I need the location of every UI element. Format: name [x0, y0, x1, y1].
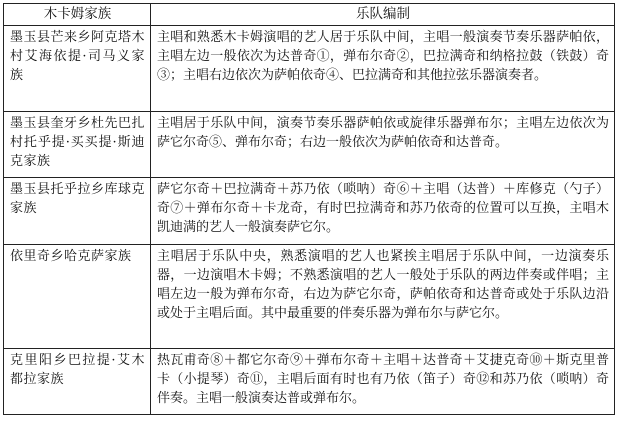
arrangement-cell: 主唱居于乐队中间，演奏节奏乐器萨帕依或旋律乐器弹布尔；主唱左边依次为萨它尔奇⑤、弹布尔奇；右边一般依次为萨帕依奇和达普奇。	[151, 112, 615, 178]
arrangement-cell: 萨它尔奇＋巴拉满奇＋苏乃依（唢呐）奇⑥＋主唱（达普）＋库修克（勺子）奇⑦＋弹布尔奇＋卡龙奇，有时巴拉满奇和苏乃依奇的位置可以互换，主唱木凯迪满的艺人一般演奏萨它尔。	[151, 178, 615, 245]
family-cell: 墨玉县托乎拉乡库球克家族	[4, 178, 151, 245]
family-cell: 墨玉县芒来乡阿克塔木村艾海依提·司马义家族	[4, 26, 151, 112]
table-row	[4, 245, 615, 349]
table-row	[4, 112, 615, 178]
header-family: 木卡姆家族	[4, 4, 151, 26]
muqam-band-table	[3, 3, 615, 415]
music-table-container	[3, 3, 614, 415]
table-row	[4, 178, 615, 245]
arrangement-cell: 热瓦甫奇⑧＋都它尔奇⑨＋弹布尔奇＋主唱＋达普奇＋艾捷克奇⑩＋斯克里普卡（小提琴）奇⑪，主唱后面有时也有乃依（笛子）奇⑫和苏乃依（唢呐）奇伴奏。主唱一般演奏达普或弹布尔。	[151, 349, 615, 415]
table-header-row	[4, 4, 615, 26]
family-cell: 墨玉县奎牙乡杜先巴扎村托乎提·买买提·斯迪克家族	[4, 112, 151, 178]
arrangement-cell: 主唱和熟悉木卡姆演唱的艺人居于乐队中间，主唱一般演奏节奏乐器萨帕依，主唱左边一般依次为达普奇①，弹布尔奇②，巴拉满奇和纳格拉鼓（铁鼓）奇③；主唱右边依次为萨帕依奇④、巴拉满奇和其他拉弦乐器演奏者。	[151, 26, 615, 112]
arrangement-cell: 主唱居于乐队中央，熟悉演唱的艺人也紧挨主唱居于乐队中间，一边演奏乐器，一边演唱木卡姆；不熟悉演唱的艺人一般处于乐队的两边伴奏或伴唱；主唱左边一般为弹布尔奇，右边为萨它尔奇，萨帕依奇和达普奇或处于乐队边沿或处于主唱后面。其中最重要的伴奏乐器为弹布尔与萨它尔。	[151, 245, 615, 349]
family-cell: 依里奇乡哈克萨家族	[4, 245, 151, 349]
table-row	[4, 26, 615, 112]
header-arrangement: 乐队编制	[151, 4, 615, 26]
table-row	[4, 349, 615, 415]
family-cell: 克里阳乡巴拉提·艾木都拉家族	[4, 349, 151, 415]
